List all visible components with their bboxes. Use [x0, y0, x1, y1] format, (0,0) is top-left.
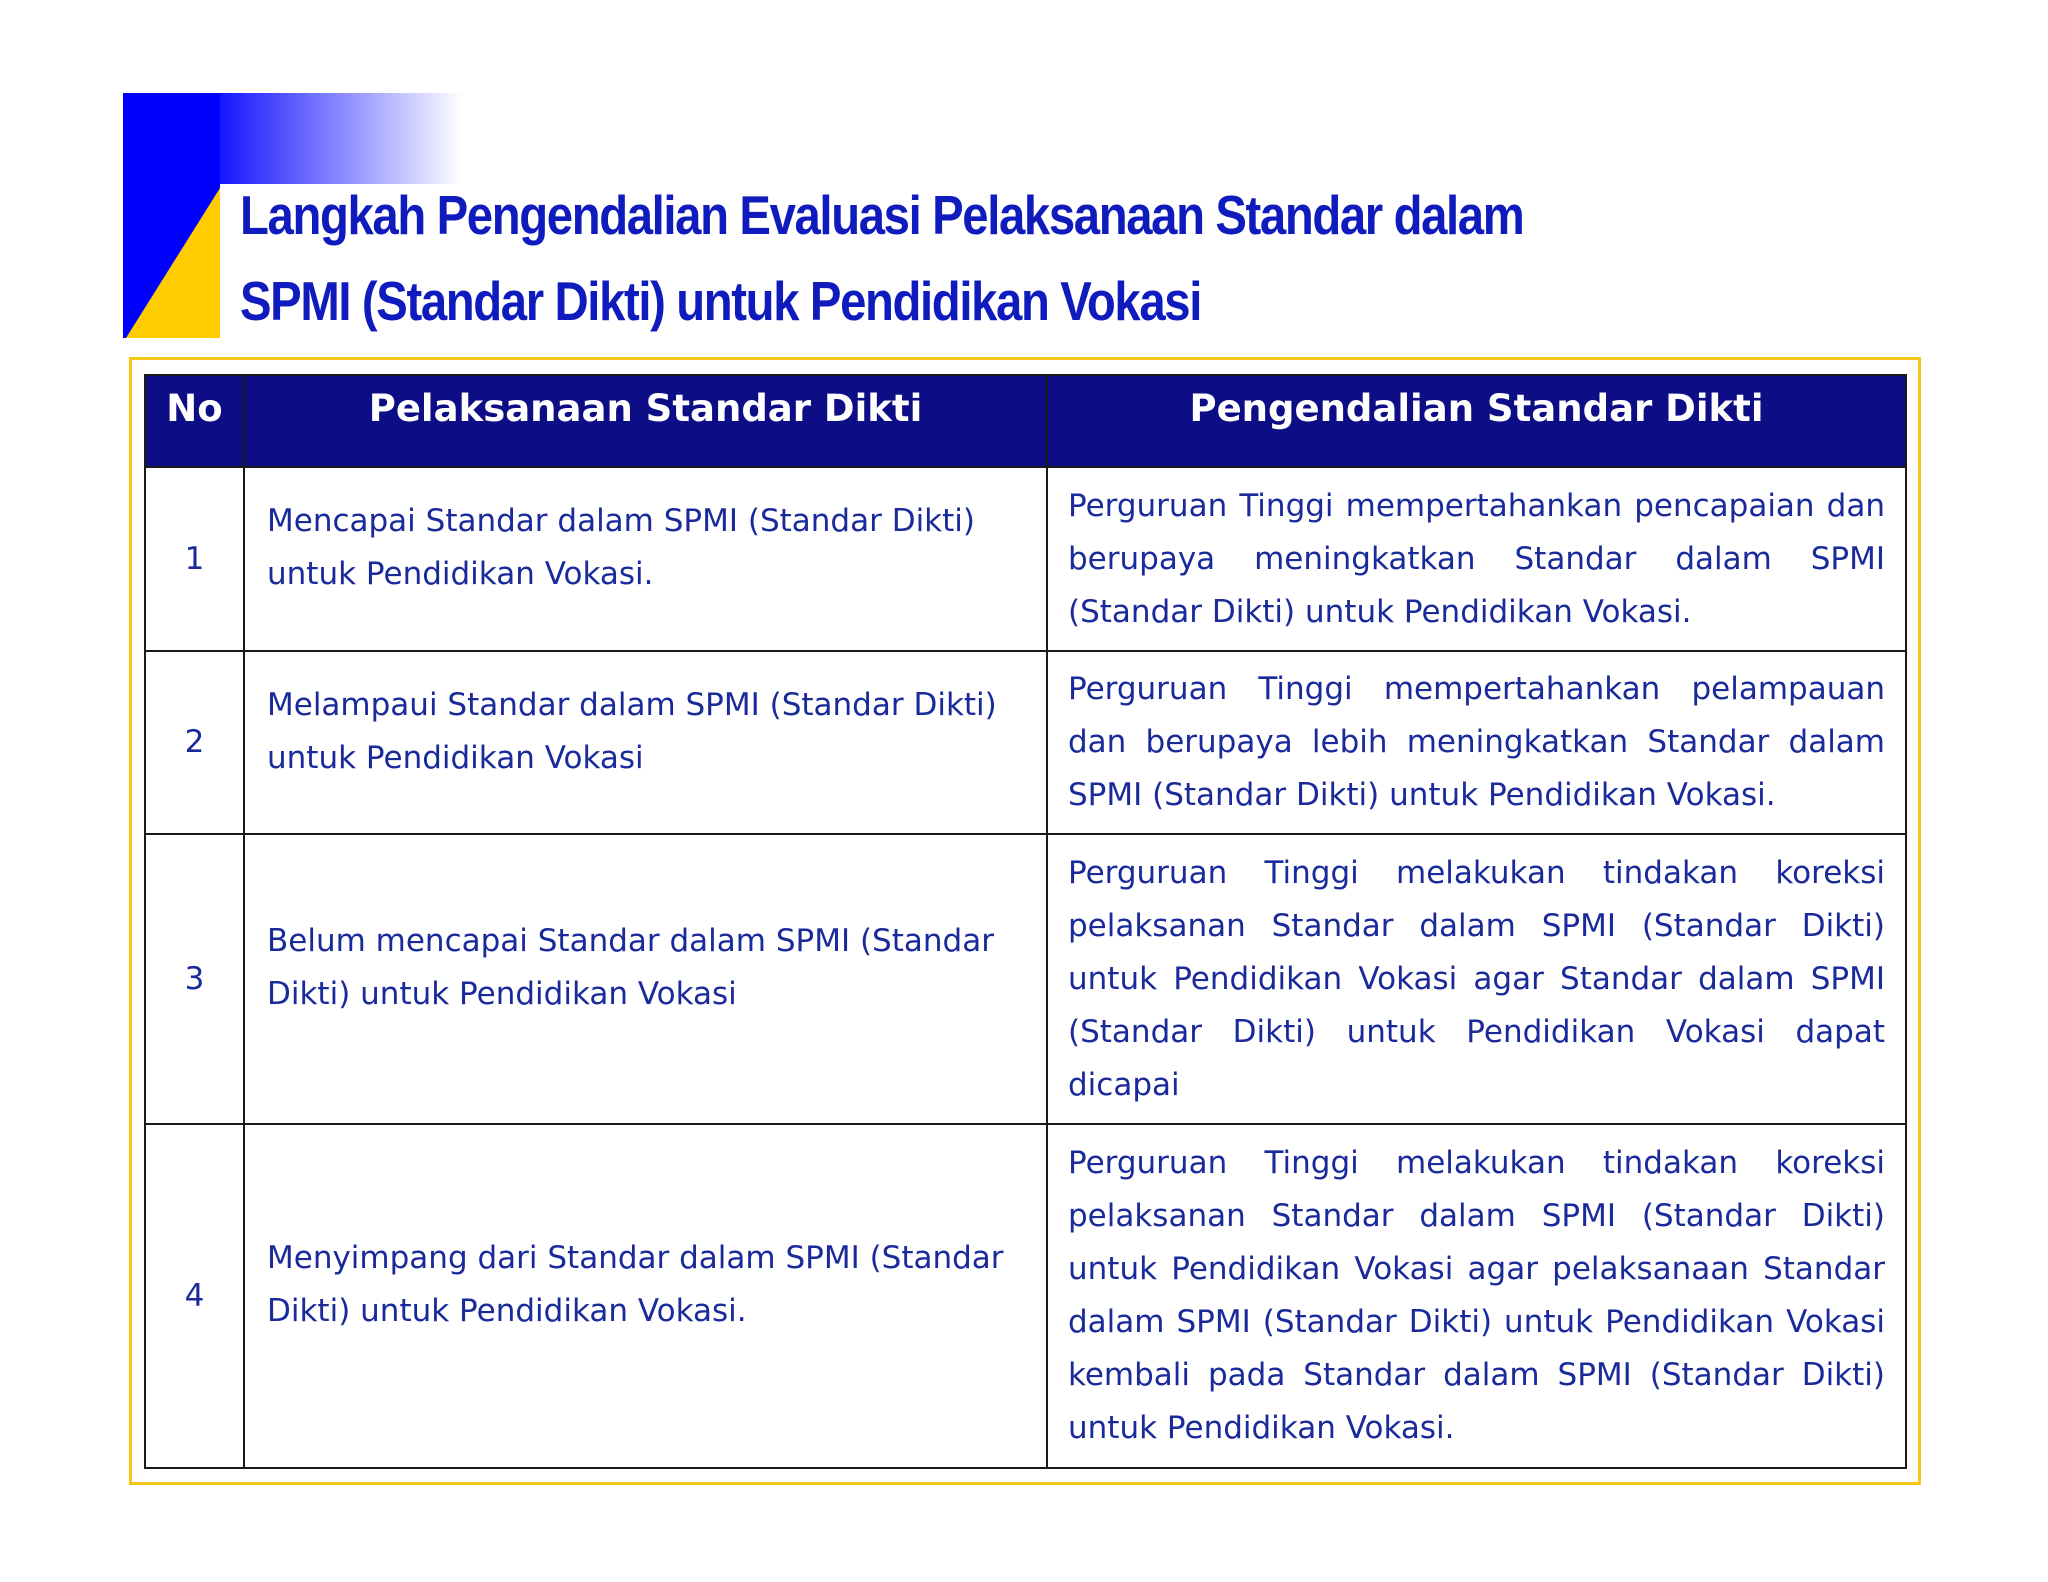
page-title: Langkah Pengendalian Evaluasi Pelaksanaan Standar dalam SPMI (Standar Dikti) untuk Pendidikan Vokasi	[240, 184, 1524, 332]
pengendalian-cell: Perguruan Tinggi mempertahankan pencapaian dan berupaya meningkatkan Standar dalam SPMI (Standar Dikti) untuk Pendidikan Vokasi.	[1047, 467, 1906, 651]
pelaksanaan-text: Mencapai Standar dalam SPMI (Standar Dikti) untuk Pendidikan Vokasi.	[267, 503, 975, 592]
row-number: 4	[145, 1124, 244, 1468]
table-row	[145, 651, 1906, 834]
pelaksanaan-text: Melampaui Standar dalam SPMI (Standar Dikti) untuk Pendidikan Vokasi	[267, 686, 997, 776]
pengendalian-cell: Perguruan Tinggi melakukan tindakan koreksi pelaksanan Standar dalam SPMI (Standar Dikti) untuk Pendidikan Vokasi agar pelaksanaan Standar dalam SPMI (Standar Dikti) untuk Pendidikan Vokasi kembali pada Standar dalam SPMI (Standar Dikti) untuk Pendidikan Vokasi.	[1047, 1124, 1906, 1468]
header-no: No	[145, 375, 244, 467]
standards-table	[144, 374, 1907, 1469]
header-pelaksanaan: Pelaksanaan Standar Dikti	[244, 375, 1047, 467]
pelaksanaan-cell	[244, 834, 1047, 1124]
pengendalian-cell: Perguruan Tinggi melakukan tindakan koreksi pelaksanan Standar dalam SPMI (Standar Dikti) untuk Pendidikan Vokasi agar Standar dalam SPMI (Standar Dikti) untuk Pendidikan Vokasi dapat dicapai	[1047, 834, 1906, 1124]
table-row	[145, 1124, 1906, 1468]
pelaksanaan-cell	[244, 651, 1047, 834]
pengendalian-cell: Perguruan Tinggi mempertahankan pelampauan dan berupaya lebih meningkatkan Standar dalam SPMI (Standar Dikti) untuk Pendidikan Vokasi.	[1047, 651, 1906, 834]
pelaksanaan-text: Belum mencapai Standar dalam SPMI (Standar Dikti) untuk Pendidikan Vokasi	[267, 923, 994, 1012]
row-number: 2	[145, 651, 244, 834]
table-row	[145, 834, 1906, 1124]
table-header-row	[145, 375, 1906, 467]
header-pengendalian: Pengendalian Standar Dikti	[1047, 375, 1906, 467]
pelaksanaan-text: Menyimpang dari Standar dalam SPMI (Standar Dikti) untuk Pendidikan Vokasi.	[267, 1240, 1004, 1329]
pelaksanaan-cell	[244, 467, 1047, 651]
pelaksanaan-cell	[244, 1124, 1047, 1468]
table-row	[145, 467, 1906, 651]
row-number: 3	[145, 834, 244, 1124]
row-number: 1	[145, 467, 244, 651]
